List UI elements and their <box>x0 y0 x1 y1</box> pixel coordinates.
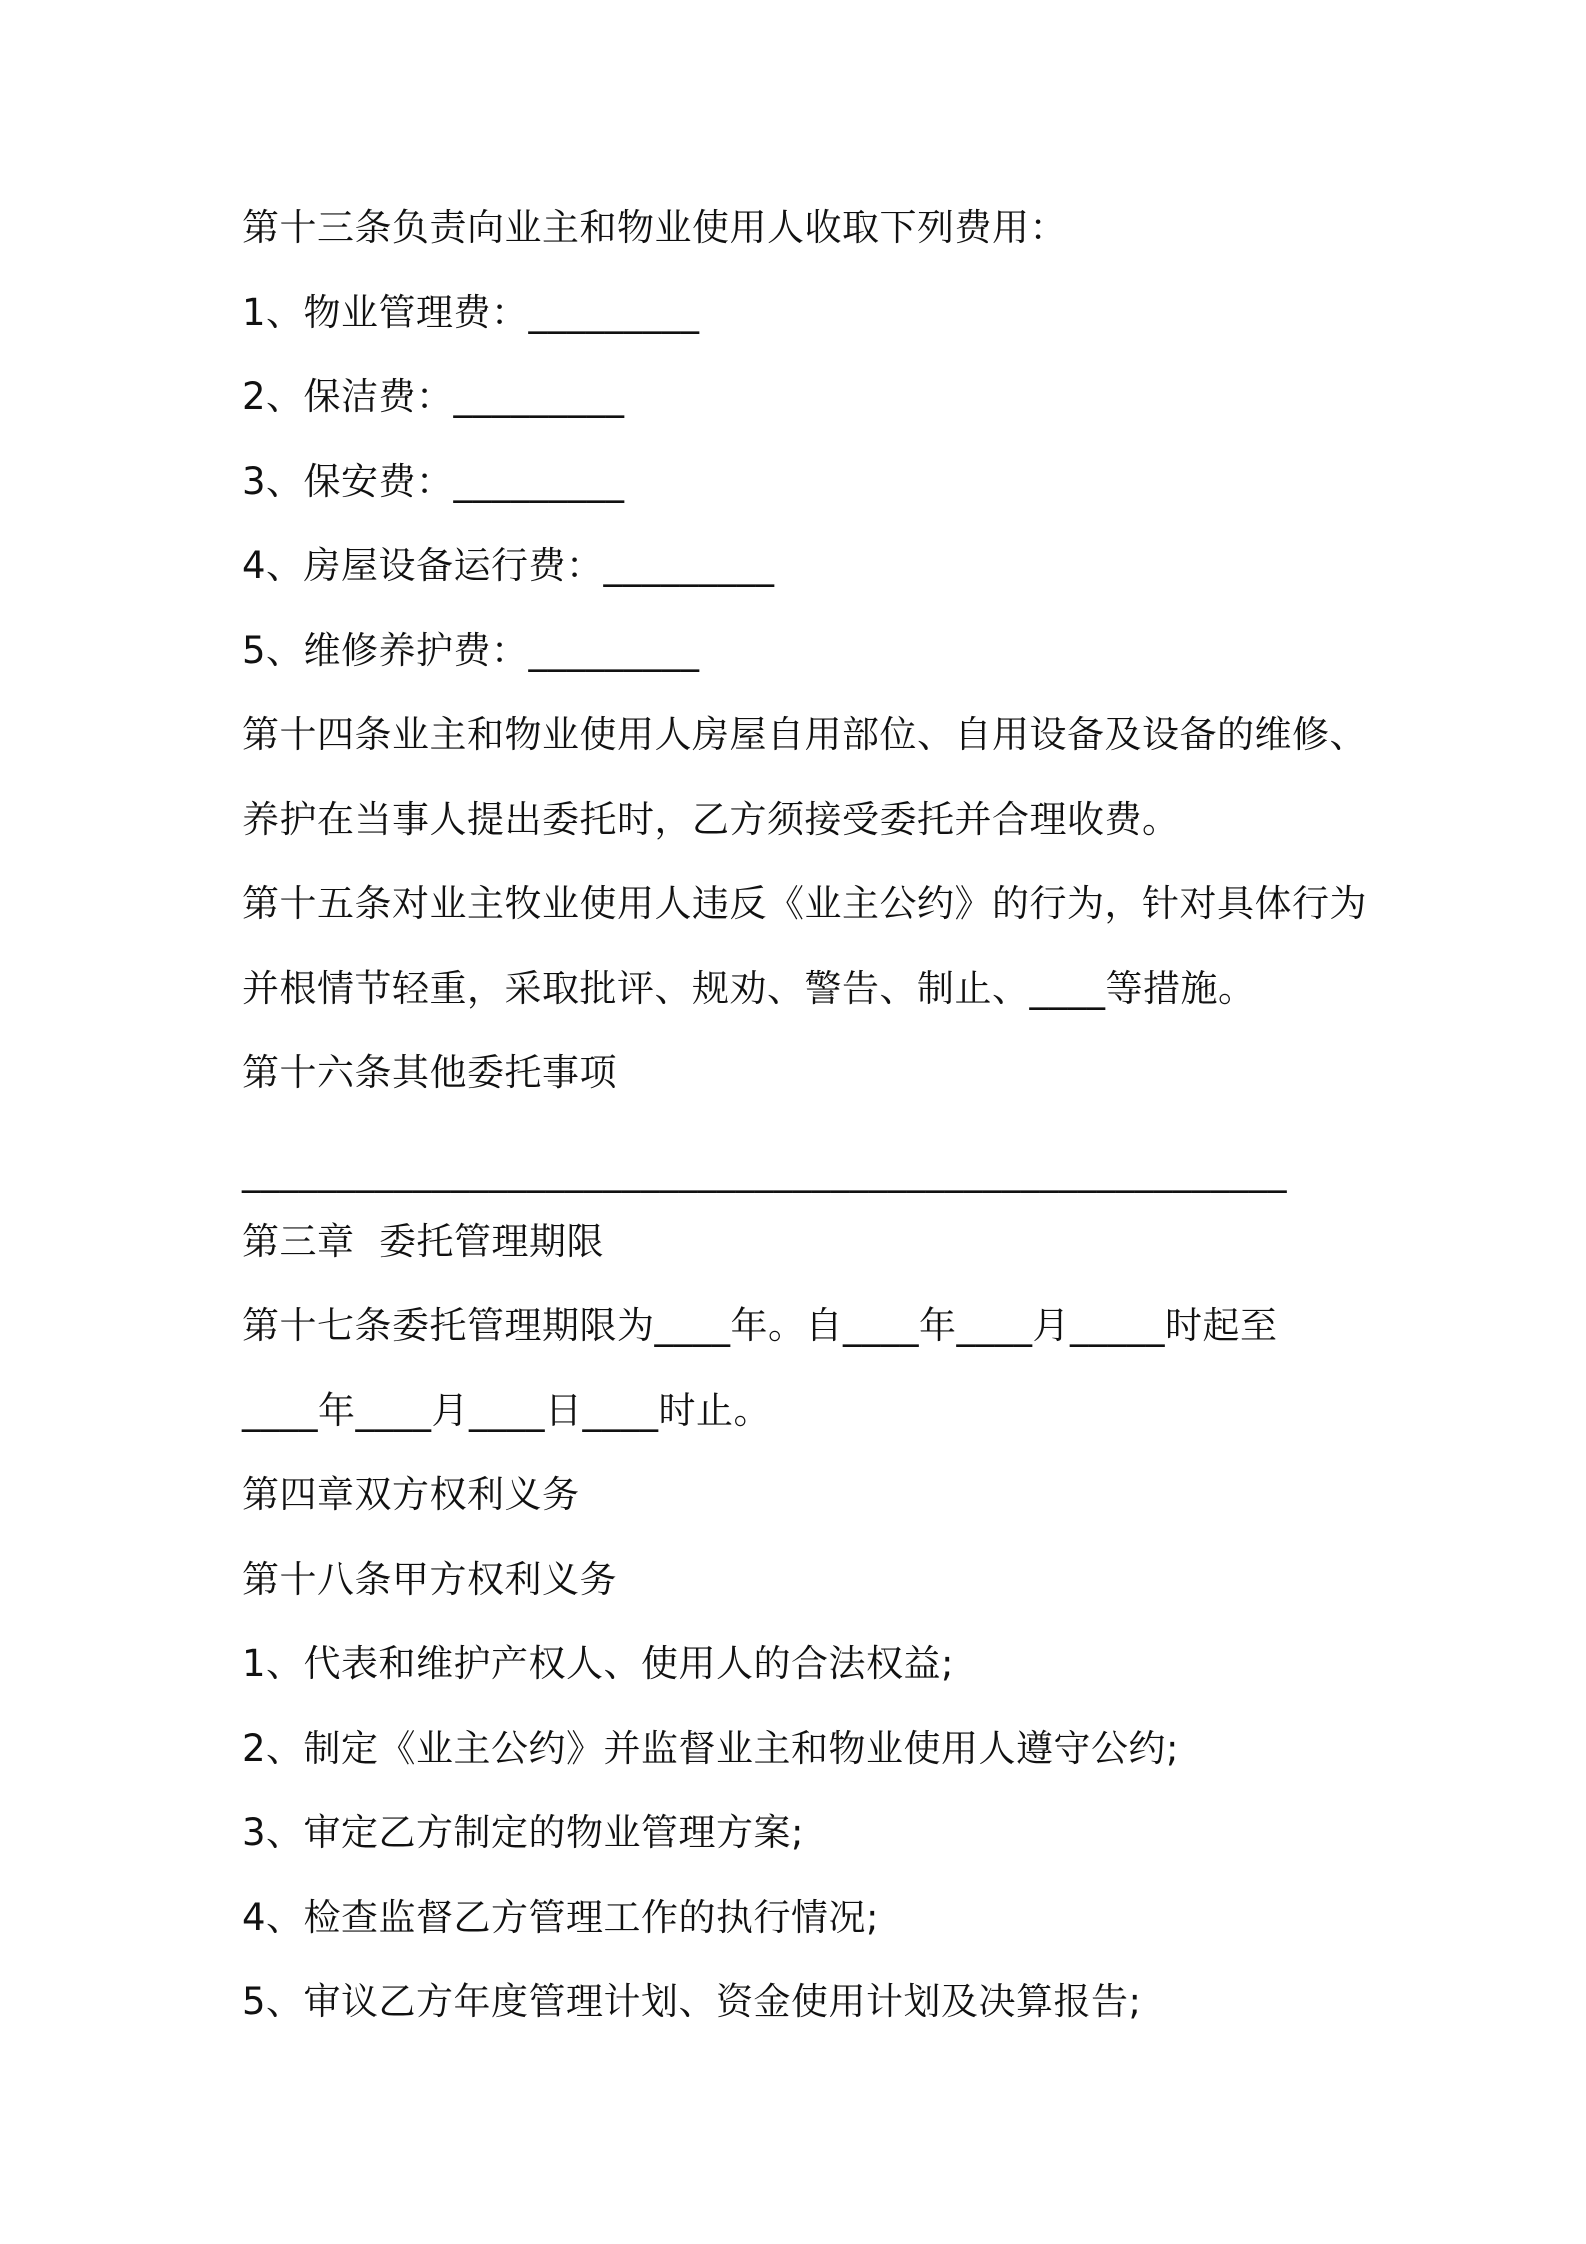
article-14-line-2: 养护在当事人提出委托时，乙方须接受委托并合理收费。 <box>242 798 1180 841</box>
fee-item-cleaning: 2、保洁费：_________ <box>242 375 625 418</box>
article-15-line-1: 第十五条对业主牧业使用人违反《业主公约》的行为，针对具体行为 <box>242 882 1367 925</box>
party-a-item-1: 1、代表和维护产权人、使用人的合法权益; <box>242 1642 955 1685</box>
article-13-heading: 第十三条负责向业主和物业使用人收取下列费用： <box>242 206 1067 249</box>
party-a-item-3: 3、审定乙方制定的物业管理方案; <box>242 1811 805 1854</box>
fee-item-maintenance: 5、维修养护费：_________ <box>242 629 700 672</box>
chapter-4-heading: 第四章双方权利义务 <box>242 1473 580 1516</box>
chapter-3-heading: 第三章 委托管理期限 <box>242 1220 605 1263</box>
article-17-line-1: 第十七条委托管理期限为____年。自____年____月_____时起至 <box>242 1304 1278 1347</box>
fee-item-management: 1、物业管理费：_________ <box>242 291 700 334</box>
article-18-heading: 第十八条甲方权利义务 <box>242 1558 617 1601</box>
fee-item-security: 3、保安费：_________ <box>242 460 625 503</box>
article-16-heading: 第十六条其他委托事项 <box>242 1051 617 1094</box>
article-14-line-1: 第十四条业主和物业使用人房屋自用部位、自用设备及设备的维修、 <box>242 713 1367 756</box>
party-a-item-5: 5、审议乙方年度管理计划、资金使用计划及决算报告; <box>242 1980 1142 2023</box>
fee-item-equipment: 4、房屋设备运行费：_________ <box>242 544 775 587</box>
party-a-item-2: 2、制定《业主公约》并监督业主和物业使用人遵守公约; <box>242 1727 1180 1770</box>
party-a-item-4: 4、检查监督乙方管理工作的执行情况; <box>242 1896 880 1939</box>
article-16-blank-line: _______________________________________________________ <box>242 1150 1287 1193</box>
article-15-line-2: 并根情节轻重，采取批评、规劝、警告、制止、____等措施。 <box>242 967 1256 1010</box>
article-17-line-2: ____年____月____日____时止。 <box>242 1389 771 1432</box>
